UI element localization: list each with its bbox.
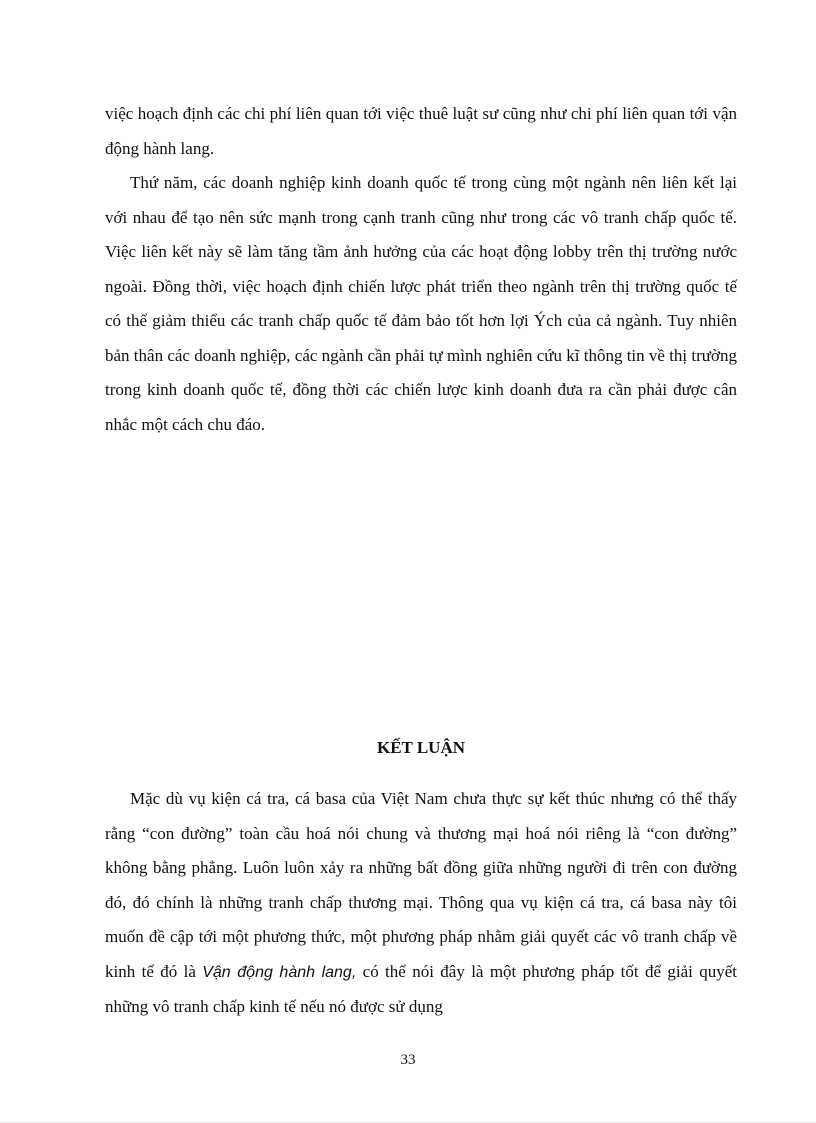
page-number: 33 bbox=[400, 1052, 416, 1068]
conclusion-italic-term: Vận động hành lang, bbox=[202, 963, 357, 981]
paragraph-fifth-point: Thứ năm, các doanh nghiệp kinh doanh quốc tế trong cùng một ngành nên liên kết lại với nhau để tạo nên sức mạnh trong cạnh tranh cũng như trong các vô tranh chấp quốc tế. Việc liên kết này sẽ làm tăng tầm ảnh hưởng của các hoạt động lobby trên thị trường nước ngoài. Đồng thời, việc hoạch định chiến lược phát triển theo ngành trên thị trường quốc tế có thể giảm thiểu các tranh chấp quốc tế đảm bảo tốt hơn lợi Ých của cả ngành. Tuy nhiên bản thân các doanh nghiệp, các ngành cần phải tự mình nghiên cứu kĩ thông tin về thị trường trong kinh doanh quốc tế, đồng thời các chiến lược kinh doanh đưa ra cần phải được cân nhắc một cách chu đáo. bbox=[105, 173, 737, 434]
conclusion-text-end: có thể nói đây là một phương pháp tốt để giải quyết những vô tranh chấp kinh tế nếu nó được sử dụng bbox=[105, 961, 737, 1016]
conclusion-paragraph bbox=[105, 782, 737, 1025]
conclusion-text-start: Mặc dù vụ kiện cá tra, cá basa của Việt Nam chưa thực sự kết thúc nhưng có thể thấy rằng “con đường” toàn cầu hoá nói chung và thương mại hoá nói riêng là “con đường” không bằng phẳng. Luôn luôn xảy ra những bất đồng giữa những người đi trên con đường đó, đó chính là những tranh chấp thương mại. Thông qua vụ kiện cá tra, cá basa này tôi muốn đề cập tới một phương thức, một phương pháp nhằm giải quyết các vô tranh chấp về kinh tế đó là bbox=[105, 789, 737, 981]
conclusion-heading: KẾT LUẬN bbox=[376, 738, 465, 757]
paragraph-continuation: việc hoạch định các chi phí liên quan tới việc thuê luật sư cũng như chi phí liên quan tới vận động hành lang. bbox=[105, 104, 737, 158]
